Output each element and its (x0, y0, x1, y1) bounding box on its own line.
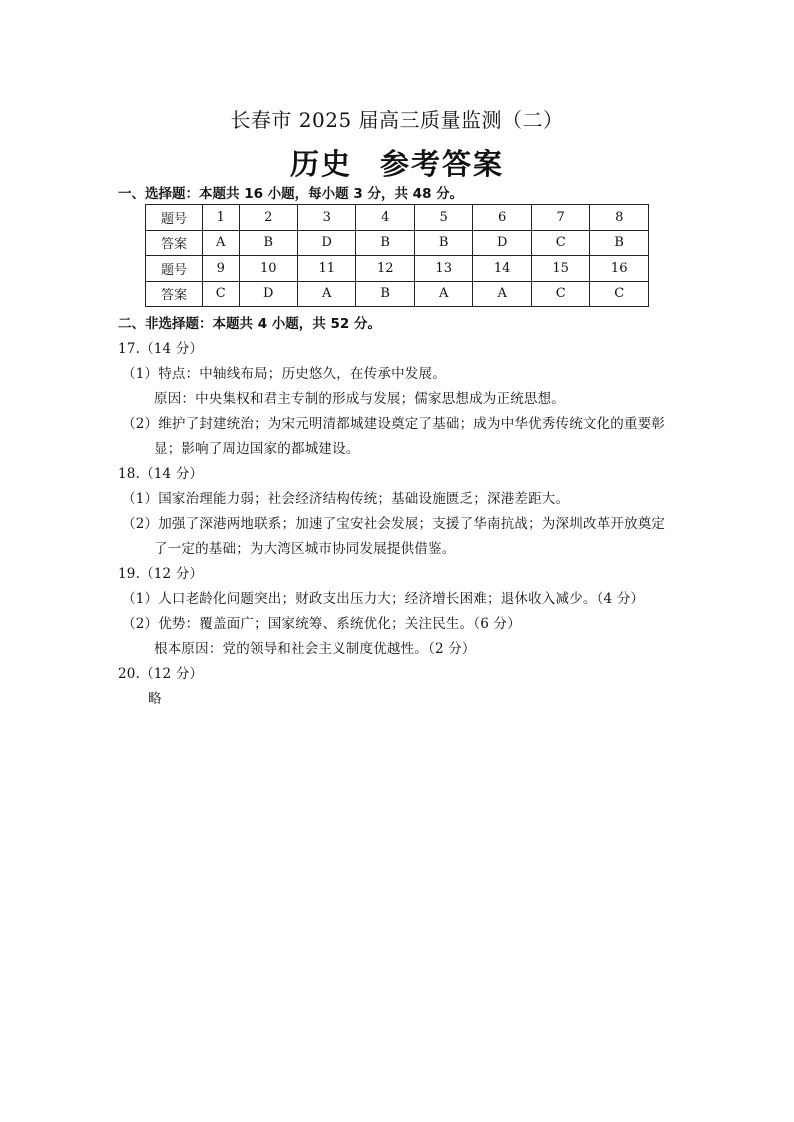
question-number: 5 (414, 205, 472, 231)
subject-name: 历史 (289, 147, 352, 181)
question-number: 11 (297, 256, 355, 282)
question-number: 6 (473, 205, 531, 231)
answer-cell: C (531, 281, 589, 307)
subject-title (0, 142, 794, 183)
question-number: 9 (203, 256, 240, 282)
question-number: 1 (203, 205, 240, 231)
q19-part2: （2）优势：覆盖面广；国家统筹、系统优化；关注民生。（6 分） (122, 616, 521, 632)
answer-cell: B (590, 230, 649, 256)
question-number: 13 (414, 256, 472, 282)
question-number: 4 (356, 205, 414, 231)
q18-heading: 18.（14 分） (118, 466, 204, 482)
answer-cell: B (239, 230, 297, 256)
answer-cell: D (473, 230, 531, 256)
q17-part2: （2）维护了封建统治；为宋元明清都城建设奠定了基础；成为中华优秀传统文化的重要彰 (122, 416, 666, 432)
row-label-answer: 答案 (146, 230, 203, 256)
q20-heading: 20.（12 分） (118, 666, 204, 682)
answer-cell: D (297, 230, 355, 256)
table-row-numbers-1 (146, 205, 649, 231)
answer-cell: A (473, 281, 531, 307)
answer-cell: C (203, 281, 240, 307)
section-multiple-choice-heading: 一、选择题：本题共 16 小题，每小题 3 分，共 48 分。 (118, 186, 464, 202)
q18-part1: （1）国家治理能力弱；社会经济结构传统；基础设施匮乏；深港差距大。 (122, 491, 570, 507)
question-number: 3 (297, 205, 355, 231)
question-number: 10 (239, 256, 297, 282)
q17-part1: （1）特点：中轴线布局；历史悠久，在传承中发展。 (122, 366, 446, 382)
row-label-answer: 答案 (146, 281, 203, 307)
answer-cell: A (414, 281, 472, 307)
question-number: 2 (239, 205, 297, 231)
q18-part2-cont: 了一定的基础；为大湾区城市协同发展提供借鉴。 (154, 541, 456, 557)
answer-cell: A (203, 230, 240, 256)
question-number: 12 (356, 256, 414, 282)
question-number: 8 (590, 205, 649, 231)
row-label-number: 题号 (146, 205, 203, 231)
answer-cell: B (356, 230, 414, 256)
answer-key-label: 参考答案 (380, 147, 505, 181)
question-number: 7 (531, 205, 589, 231)
q17-part2-cont: 显；影响了周边国家的都城建设。 (154, 441, 360, 457)
answer-cell: A (297, 281, 355, 307)
section-free-response-heading: 二、非选择题：本题共 4 小题，共 52 分。 (118, 316, 381, 332)
table-row-answers-2 (146, 281, 649, 307)
q17-part1-reason: 原因：中央集权和君主专制的形成与发展；儒家思想成为正统思想。 (154, 391, 565, 407)
exam-title: 长春市 2025 届高三质量监测（二） (230, 108, 564, 132)
answer-cell: C (531, 230, 589, 256)
table-row-numbers-2 (146, 256, 649, 282)
answer-cell: D (239, 281, 297, 307)
question-number: 14 (473, 256, 531, 282)
q20-answer: 略 (148, 691, 162, 707)
q17-heading: 17.（14 分） (118, 341, 204, 357)
q19-part1: （1）人口老龄化问题突出；财政支出压力大；经济增长困难；退休收入减少。（4 分） (122, 591, 645, 607)
question-number: 16 (590, 256, 649, 282)
answer-cell: B (356, 281, 414, 307)
q19-heading: 19.（12 分） (118, 566, 204, 582)
answer-cell: B (414, 230, 472, 256)
q18-part2: （2）加强了深港两地联系；加速了宝安社会发展；支援了华南抗战；为深圳改革开放奠定 (122, 516, 666, 532)
row-label-number: 题号 (146, 256, 203, 282)
q19-part2-reason: 根本原因：党的领导和社会主义制度优越性。（2 分） (154, 641, 476, 657)
table-row-answers-1 (146, 230, 649, 256)
question-number: 15 (531, 256, 589, 282)
answer-table (145, 204, 649, 307)
answer-cell: C (590, 281, 649, 307)
